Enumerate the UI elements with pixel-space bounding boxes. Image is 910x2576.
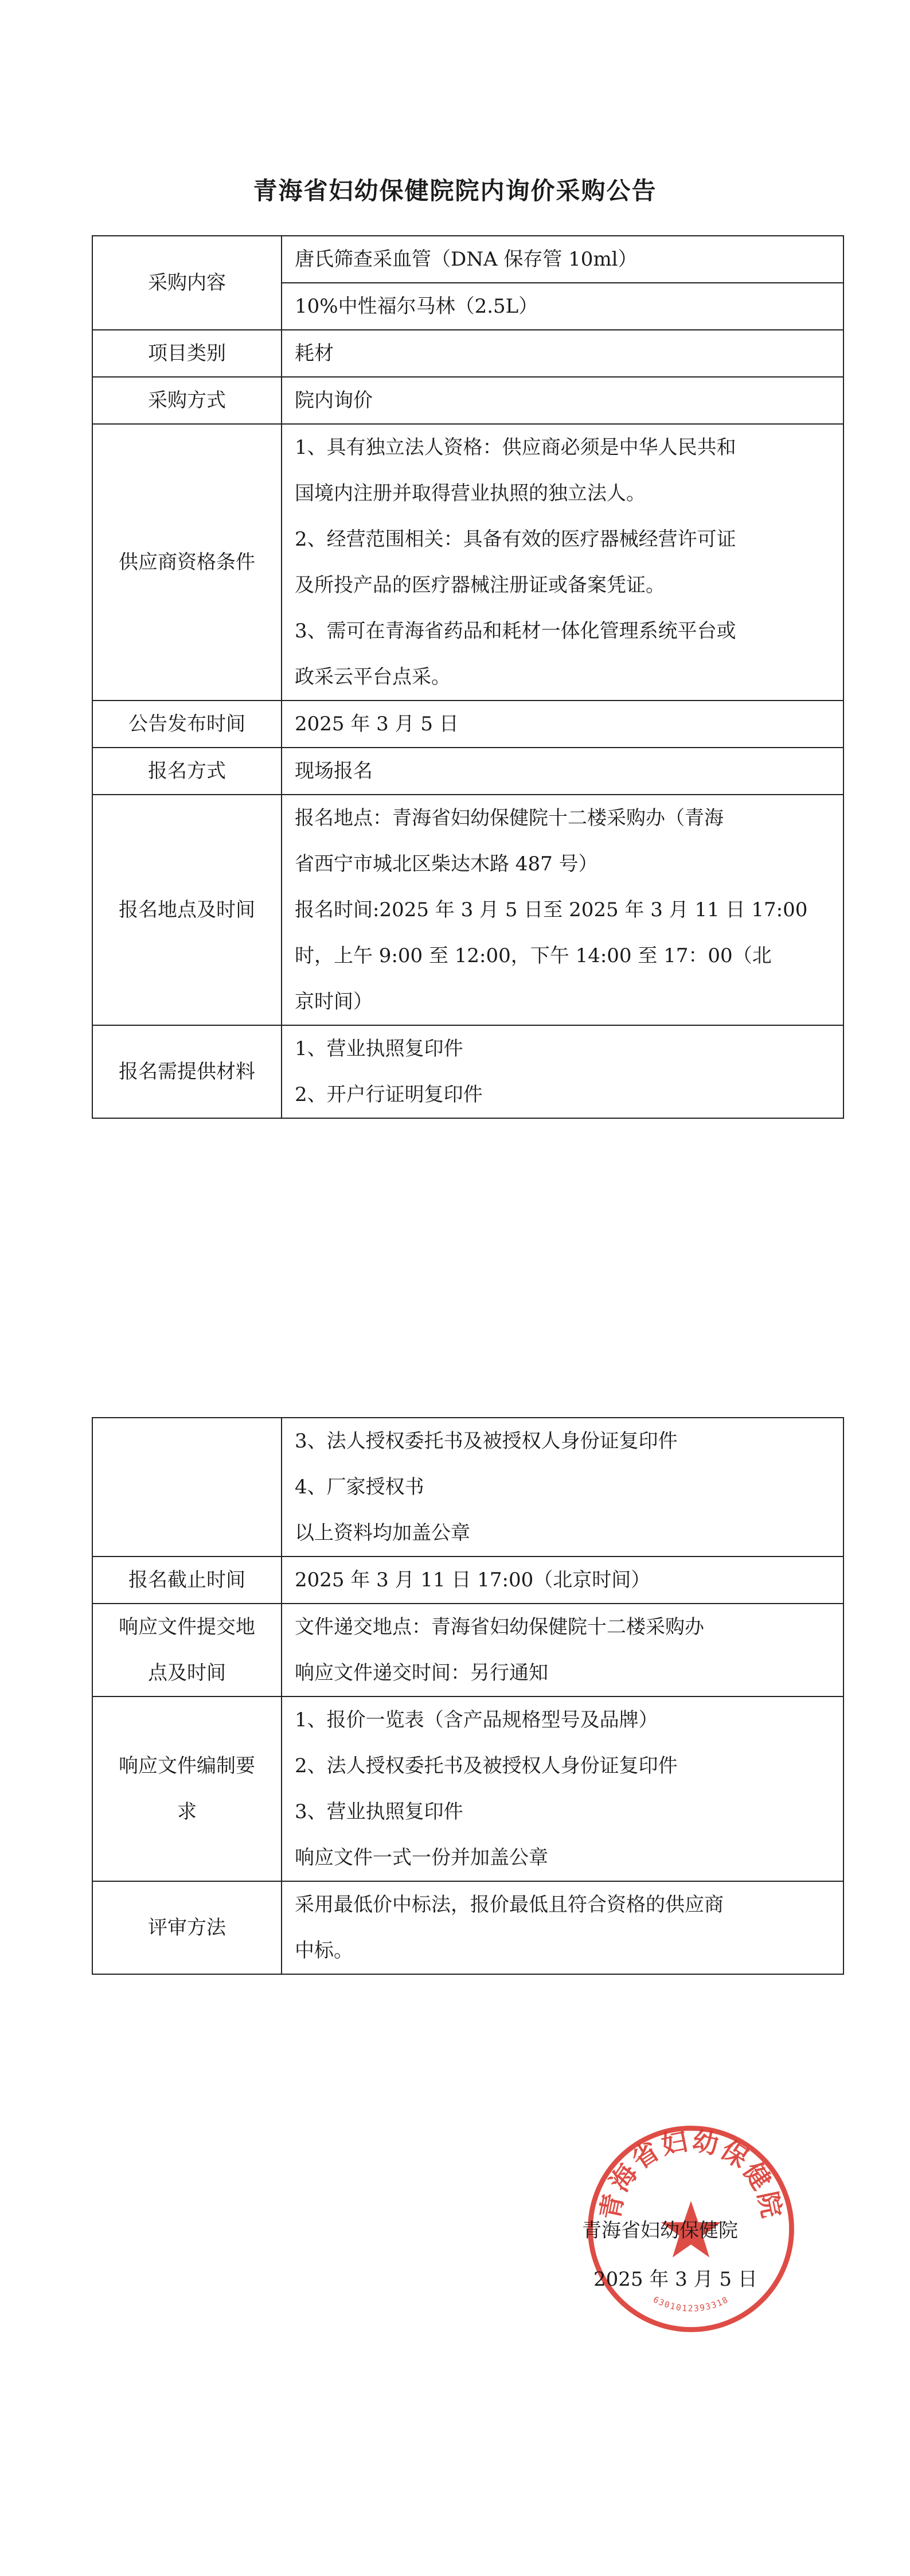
notice-table-part-1 [92, 235, 844, 1119]
text-line: 政采云平台点采。 [295, 666, 451, 688]
table-row [92, 377, 843, 424]
seal-code: 6301012393318 [651, 2294, 731, 2314]
text-line: 2、法人授权委托书及被授权人身份证复印件 [295, 1754, 678, 1777]
registration-deadline-value: 2025 年 3 月 11 日 17:00（北京时间） [282, 1557, 843, 1604]
text-line: 3、营业执照复印件 [295, 1800, 463, 1823]
publish-time-value: 2025 年 3 月 5 日 [282, 701, 843, 748]
text-line: 1、报价一览表（含产品规格型号及品牌） [295, 1709, 658, 1731]
label-line: 响应文件提交地 [119, 1616, 255, 1639]
response-requirements-value [282, 1696, 843, 1881]
table-row [92, 1881, 843, 1974]
text-line: 2、经营范围相关：具备有效的医疗器械经营许可证 [295, 528, 736, 551]
text-line: 时，上午 9:00 至 12:00，下午 14:00 至 17：00（北 [295, 944, 772, 967]
table-row [92, 795, 843, 1025]
procurement-method-value: 院内询价 [282, 377, 843, 424]
registration-deadline-label: 报名截止时间 [92, 1557, 282, 1604]
signature-organization: 青海省妇幼保健院 [582, 2219, 738, 2242]
text-line: 省西宁市城北区柴达木路 487 号） [295, 853, 598, 875]
text-line: 国境内注册并取得营业执照的独立法人。 [295, 482, 646, 505]
label-line: 响应文件编制要 [119, 1754, 255, 1777]
signature-date: 2025 年 3 月 5 日 [593, 2268, 757, 2291]
table-row [92, 424, 843, 701]
text-line: 文件递交地点：青海省妇幼保健院十二楼采购办 [295, 1616, 704, 1639]
registration-materials-value [282, 1025, 843, 1118]
registration-method-value: 现场报名 [282, 748, 843, 795]
page-title: 青海省妇幼保健院院内询价采购公告 [253, 177, 657, 205]
text-line: 1、具有独立法人资格：供应商必须是中华人民共和 [295, 436, 736, 459]
supplier-qualifications-label: 供应商资格条件 [92, 424, 282, 701]
procurement-method-label: 采购方式 [92, 377, 282, 424]
table-row [92, 701, 843, 748]
table-row [92, 1604, 843, 1696]
registration-materials-label: 报名需提供材料 [92, 1025, 282, 1118]
table-row [92, 236, 843, 283]
table-row [92, 1696, 843, 1881]
svg-text:6301012393318 [651, 2295, 731, 2314]
text-line: 3、法人授权委托书及被授权人身份证复印件 [295, 1430, 678, 1453]
text-line: 京时间） [295, 990, 373, 1013]
label-line: 求 [177, 1800, 197, 1823]
seal-text: 青海省妇幼保健院 [594, 2125, 788, 2223]
registration-place-time-value [282, 795, 843, 1025]
text-line: 3、需可在青海省药品和耗材一体化管理系统平台或 [295, 620, 736, 643]
evaluation-method-value [282, 1881, 843, 1974]
table-row [92, 1418, 843, 1557]
text-line: 响应文件递交时间：另行通知 [295, 1661, 548, 1684]
materials-continued-label [92, 1418, 282, 1557]
procurement-content-label: 采购内容 [92, 236, 282, 330]
text-line: 响应文件一式一份并加盖公章 [295, 1846, 548, 1869]
registration-place-time-label: 报名地点及时间 [92, 795, 282, 1025]
text-line: 及所投产品的医疗器械注册证或备案凭证。 [295, 574, 665, 597]
table-row [92, 1025, 843, 1118]
label-line: 点及时间 [148, 1661, 226, 1684]
evaluation-method-label: 评审方法 [92, 1881, 282, 1974]
response-requirements-label [92, 1696, 282, 1881]
table-row [92, 1557, 843, 1604]
project-category-value: 耗材 [282, 330, 843, 377]
response-submission-label [92, 1604, 282, 1696]
table-row [92, 330, 843, 377]
supplier-qualifications-value [282, 424, 843, 701]
text-line: 2、开户行证明复印件 [295, 1083, 483, 1106]
text-line: 1、营业执照复印件 [295, 1037, 463, 1060]
project-category-label: 项目类别 [92, 330, 282, 377]
text-line: 报名时间:2025 年 3 月 5 日至 2025 年 3 月 11 日 17:00 [295, 898, 808, 921]
text-line: 4、厂家授权书 [295, 1476, 424, 1499]
registration-method-label: 报名方式 [92, 748, 282, 795]
text-line: 中标。 [295, 1939, 353, 1962]
text-line: 以上资料均加盖公章 [295, 1522, 470, 1544]
procurement-item-2: 10%中性福尔马林（2.5L） [282, 283, 843, 330]
procurement-item-1: 唐氏筛查采血管（DNA 保存管 10ml） [282, 236, 843, 283]
text-line: 采用最低价中标法，报价最低且符合资格的供应商 [295, 1893, 724, 1916]
notice-table-part-2 [92, 1417, 844, 1975]
table-row [92, 748, 843, 795]
materials-continued-value [282, 1418, 843, 1557]
text-line: 报名地点：青海省妇幼保健院十二楼采购办（青海 [295, 807, 724, 830]
publish-time-label: 公告发布时间 [92, 701, 282, 748]
response-submission-value [282, 1604, 843, 1696]
